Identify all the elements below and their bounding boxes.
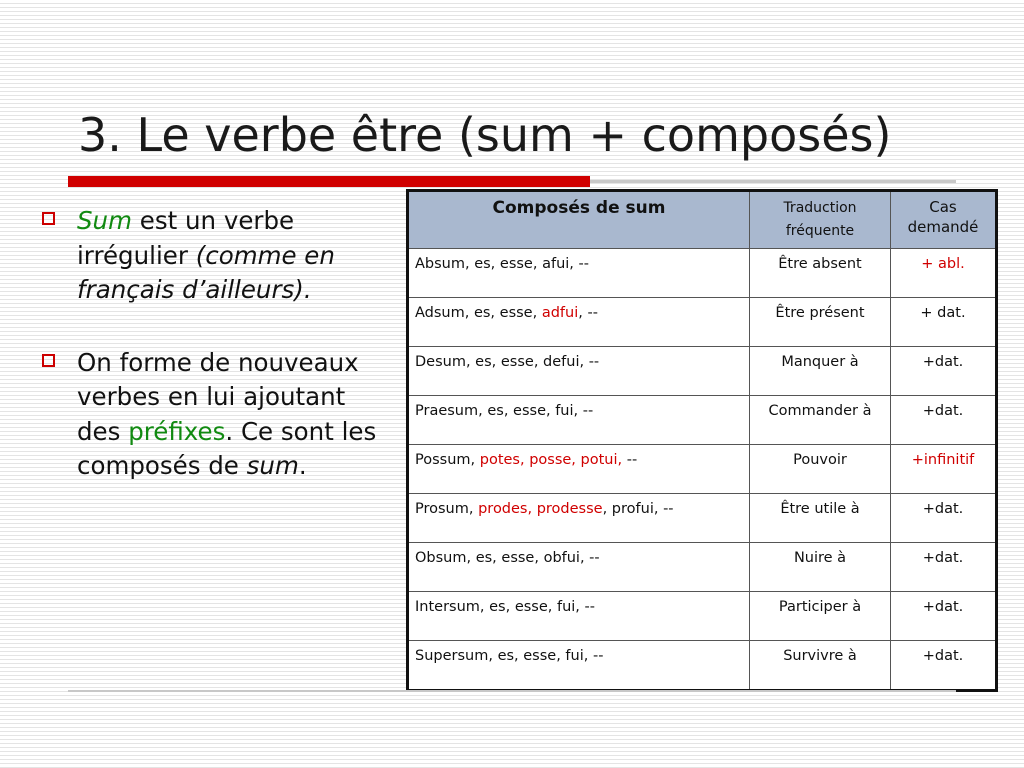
table-row (408, 298, 997, 347)
verb-forms-cell (408, 347, 750, 396)
verb-form-text: -- (622, 452, 638, 468)
footer-rule (68, 690, 956, 692)
verb-forms-cell (408, 249, 750, 298)
case-cell: +dat. (891, 641, 997, 691)
verb-form-text: Obsum, es, esse, obfui, -- (415, 550, 600, 566)
verb-forms-cell (408, 396, 750, 445)
table-header-row (408, 191, 997, 249)
translation-cell: Être absent (750, 249, 891, 298)
bullet-text-part: est un verbe irrégulier (77, 206, 295, 270)
translation-cell: Pouvoir (750, 445, 891, 494)
bullet-text (77, 204, 392, 308)
table-row (408, 494, 997, 543)
verb-form-text: , profui, -- (602, 501, 674, 517)
table-body (408, 249, 997, 691)
verb-form-text: Prosum, (415, 501, 479, 517)
table-row (408, 396, 997, 445)
table-row (408, 347, 997, 396)
verb-form-highlight: prodes, prodesse (478, 501, 603, 517)
verb-form-text: Intersum, es, esse, fui, -- (415, 599, 595, 615)
case-cell: +dat. (891, 396, 997, 445)
case-cell: +dat. (891, 592, 997, 641)
table-row (408, 592, 997, 641)
bullet-text (77, 346, 392, 484)
composes-table (406, 189, 998, 692)
sum-keyword: sum (246, 451, 299, 480)
sum-keyword: Sum (77, 206, 132, 235)
verb-form-text: Adsum, es, esse, (415, 305, 542, 321)
title-underline-gray (590, 180, 956, 183)
verb-forms-cell (408, 592, 750, 641)
translation-cell: Participer à (750, 592, 891, 641)
bullet-item-sum-irregular (42, 204, 392, 308)
translation-cell: Commander à (750, 396, 891, 445)
case-cell: +dat. (891, 494, 997, 543)
case-cell: +dat. (891, 543, 997, 592)
verb-form-text: Possum, (415, 452, 480, 468)
bullet-text-part: . (298, 451, 307, 480)
prefixes-keyword: préfixes (128, 416, 226, 446)
verb-form-text: Praesum, es, esse, fui, -- (415, 403, 594, 419)
verb-form-text: Desum, es, esse, defui, -- (415, 354, 600, 370)
verb-forms-cell (408, 298, 750, 347)
header-composes: Composés de sum (408, 191, 750, 249)
title-underline-red (68, 176, 590, 187)
case-cell: +infinitif (891, 445, 997, 494)
case-cell: + abl. (891, 249, 997, 298)
verb-forms-cell (408, 494, 750, 543)
translation-cell: Être utile à (750, 494, 891, 543)
case-cell: +dat. (891, 347, 997, 396)
verb-form-text: Supersum, es, esse, fui, -- (415, 648, 604, 664)
bullet-item-prefixes (42, 346, 392, 484)
verb-forms-cell (408, 641, 750, 691)
verb-form-highlight: potes, posse, potui, (479, 452, 623, 468)
verb-form-text: , -- (578, 305, 598, 321)
bullet-text-part: . Ce sont les composés de (77, 416, 377, 480)
slide-title: 3. Le verbe être (sum + composés) (78, 108, 892, 162)
bullet-list (42, 204, 392, 522)
header-traduction: Traduction fréquente (750, 191, 891, 249)
header-cas: Cas demandé (891, 191, 997, 249)
case-cell: + dat. (891, 298, 997, 347)
verb-forms-cell (408, 445, 750, 494)
bullet-italic-note: (comme en français d’ailleurs). (77, 240, 335, 304)
translation-cell: Être présent (750, 298, 891, 347)
table-row (408, 445, 997, 494)
square-bullet-icon (42, 354, 55, 367)
translation-cell: Manquer à (750, 347, 891, 396)
table-row (408, 641, 997, 691)
translation-cell: Survivre à (750, 641, 891, 691)
bullet-text-part: On forme de nouveaux verbes en lui ajoutant des (77, 347, 359, 446)
square-bullet-icon (42, 212, 55, 225)
verb-form-text: Absum, es, esse, afui, -- (415, 256, 589, 272)
verb-forms-cell (408, 543, 750, 592)
translation-cell: Nuire à (750, 543, 891, 592)
verb-form-highlight: adfui (541, 305, 579, 321)
table-row (408, 249, 997, 298)
table-row (408, 543, 997, 592)
